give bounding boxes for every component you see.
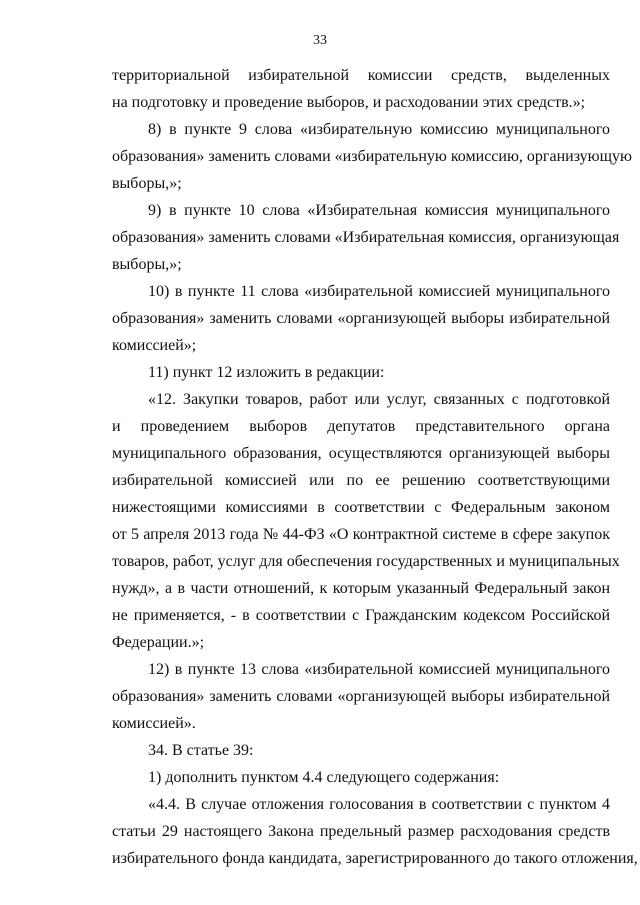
text-line: 12) в пункте 13 слова «избирательной комиссией муниципального <box>148 661 610 678</box>
text-line: 9) в пункте 10 слова «Избирательная комиссия муниципального <box>148 202 610 219</box>
text-line: 10) в пункте 11 слова «избирательной комиссией муниципального <box>148 283 610 300</box>
text-line: образования» заменить словами «организующей выборы избирательной <box>112 688 610 705</box>
text-line: образования» заменить словами «избирательную комиссию, организующую <box>112 148 632 165</box>
text-line: товаров, работ, услуг для обеспечения государственных и муниципальных <box>112 553 620 570</box>
document-body <box>112 62 638 872</box>
text-line: Федерации.»; <box>112 634 205 651</box>
text-line: комиссией». <box>112 715 196 732</box>
text-line: «12. Закупки товаров, работ или услуг, связанных с подготовкой <box>148 391 610 408</box>
text-line: не применяется, - в соответствии с Гражданским кодексом Российской <box>112 607 610 624</box>
text-line: избирательного фонда кандидата, зарегистрированного до такого отложения, <box>112 850 638 867</box>
text-line: комиссией»; <box>112 337 197 354</box>
text-line: выборы,»; <box>112 175 182 192</box>
text-line: образования» заменить словами «Избирательная комиссия, организующая <box>112 229 620 246</box>
text-line: нижестоящими комиссиями в соответствии с Федеральным законом <box>112 499 610 516</box>
text-line: «4.4. В случае отложения голосования в соответствии с пунктом 4 <box>148 796 610 813</box>
text-line: 8) в пункте 9 слова «избирательную комиссию муниципального <box>148 121 610 138</box>
text-line: муниципального образования, осуществляются организующей выборы <box>112 445 610 462</box>
text-line: статьи 29 настоящего Закона предельный размер расходования средств <box>112 823 610 840</box>
text-line: 34. В статье 39: <box>148 742 254 759</box>
text-line: от 5 апреля 2013 года № 44-ФЗ «О контрактной системе в сфере закупок <box>112 526 610 543</box>
text-line: и проведением выборов депутатов представительного органа <box>112 418 610 435</box>
text-line: нужд», а в части отношений, к которым указанный Федеральный закон <box>112 580 610 597</box>
text-line: на подготовку и проведение выборов, и расходовании этих средств.»; <box>112 94 586 111</box>
text-line: 11) пункт 12 изложить в редакции: <box>148 364 385 381</box>
text-line: территориальной избирательной комиссии средств, выделенных <box>112 67 610 84</box>
text-line: образования» заменить словами «организующей выборы избирательной <box>112 310 610 327</box>
page-number: 33 <box>313 33 327 48</box>
text-line: выборы,»; <box>112 256 182 273</box>
text-line: избирательной комиссией или по ее решению соответствующими <box>112 472 610 489</box>
text-line: 1) дополнить пунктом 4.4 следующего содержания: <box>148 769 500 786</box>
